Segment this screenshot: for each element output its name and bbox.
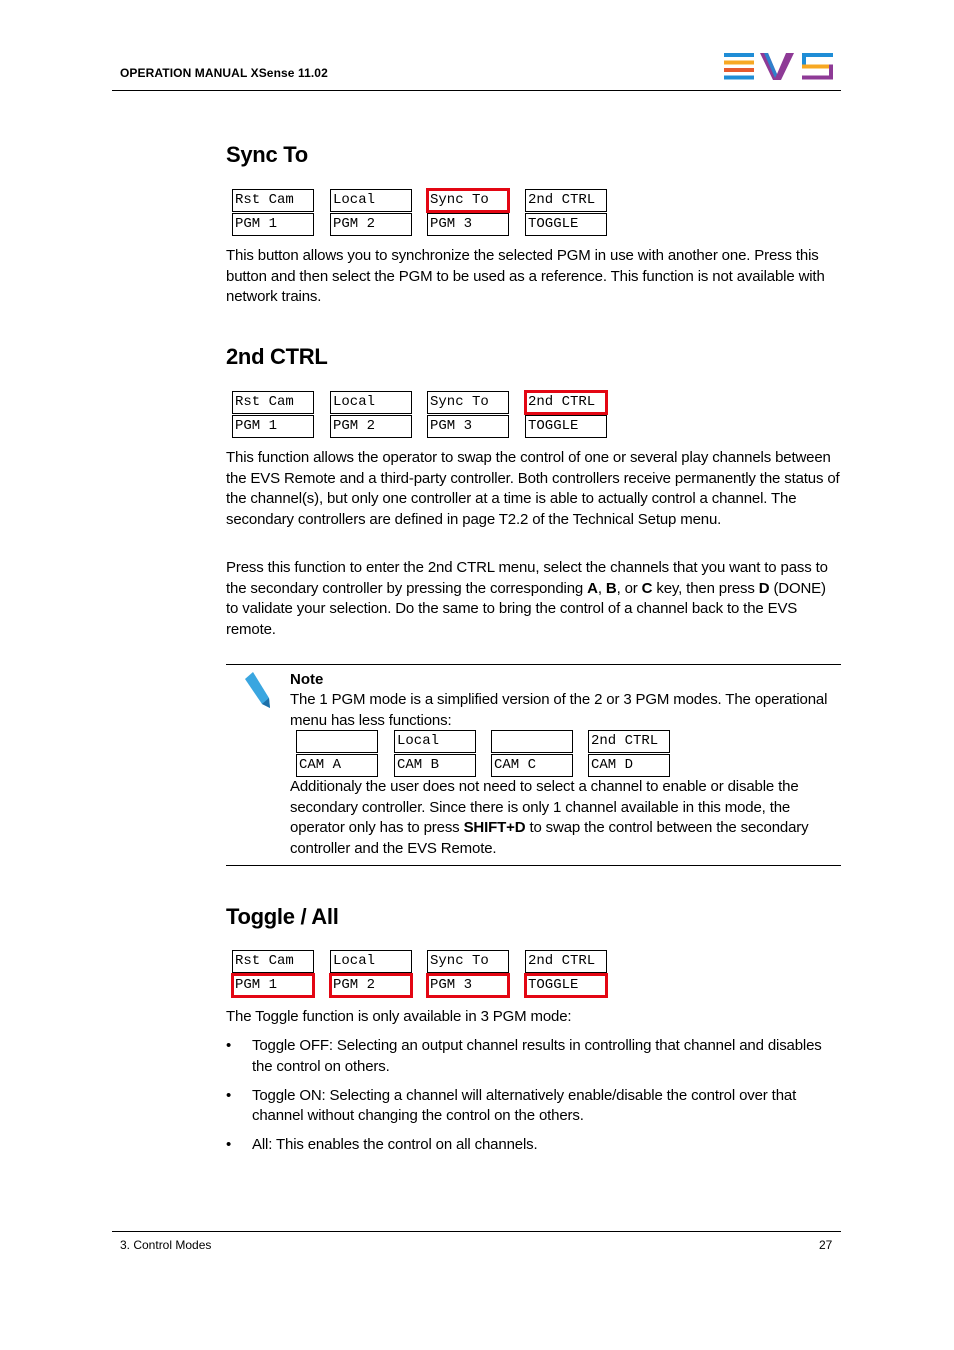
menu-key-cam-a: CAM A bbox=[296, 754, 378, 777]
header-rule bbox=[112, 90, 841, 91]
list-item bbox=[226, 1086, 842, 1127]
menu-key-toggle-highlighted: TOGGLE bbox=[525, 974, 607, 997]
note-text-intro: The 1 PGM mode is a simplified version of the 2 or 3 PGM modes. The operational menu has less functions: bbox=[290, 691, 828, 729]
text-run: , bbox=[597, 579, 606, 597]
menu-key-sync-to: Sync To bbox=[427, 391, 509, 414]
menu-key-pgm-3: PGM 3 bbox=[427, 213, 509, 236]
menu-key-rst-cam: Rst Cam bbox=[232, 189, 314, 212]
key-b: B bbox=[605, 579, 617, 597]
menu-key-pgm-2: PGM 2 bbox=[330, 213, 412, 236]
sync-to-description: This button allows you to synchronize the selected PGM in use with another one. Press this button and then select the PGM to be used as a reference. This function is not available with network trains. bbox=[226, 247, 825, 306]
section-heading-sync-to: Sync To bbox=[226, 142, 308, 167]
section-heading-toggle-all: Toggle / All bbox=[226, 904, 339, 929]
footer-chapter: 3. Control Modes bbox=[120, 1238, 212, 1252]
note-text-details bbox=[290, 777, 840, 859]
toggle-options-list bbox=[226, 1036, 842, 1164]
toggle-description: The Toggle function is only available in 3 PGM mode: bbox=[226, 1008, 572, 1025]
bullet: • bbox=[226, 1136, 232, 1154]
menu-key-toggle: TOGGLE bbox=[525, 415, 607, 438]
menu-key-pgm-1: PGM 1 bbox=[232, 213, 314, 236]
menu-key-2nd-ctrl: 2nd CTRL bbox=[525, 189, 607, 212]
menu-key-2nd-ctrl: 2nd CTRL bbox=[588, 730, 670, 753]
menu-key-pgm-2-highlighted: PGM 2 bbox=[330, 974, 412, 997]
text-run: (DONE) to validate your selection. Do the same to bring the control of a channel back to the EVS remote. bbox=[226, 579, 826, 638]
list-item-text: All: This enables the control on all channels. bbox=[252, 1136, 538, 1154]
menu-display-1pgm bbox=[296, 730, 676, 778]
note-title: Note bbox=[290, 671, 324, 688]
menu-key-2nd-ctrl: 2nd CTRL bbox=[525, 950, 607, 973]
menu-key-local: Local bbox=[330, 950, 412, 973]
text-run: Press this function to enter the 2nd CTRL menu, select the channels that you want to pass to the secondary controller by pressing the corresponding bbox=[226, 559, 828, 597]
menu-key-cam-b: CAM B bbox=[394, 754, 476, 777]
menu-key-local: Local bbox=[330, 391, 412, 414]
page-number: 27 bbox=[819, 1238, 833, 1252]
menu-key-cam-c: CAM C bbox=[491, 754, 573, 777]
menu-key-pgm-1: PGM 1 bbox=[232, 415, 314, 438]
key-shift-d: SHIFT+D bbox=[463, 819, 526, 837]
menu-key-sync-to-highlighted: Sync To bbox=[427, 189, 509, 212]
menu-display-sync-to bbox=[232, 189, 612, 237]
text-run: key, then press bbox=[652, 579, 759, 597]
pencil-icon bbox=[242, 670, 274, 710]
menu-key-pgm-2: PGM 2 bbox=[330, 415, 412, 438]
2nd-ctrl-description: This function allows the operator to swap the control of one or several play channels between the EVS Remote and a third-party controller. Both controllers receive permanently the status of the channel(s), but only one controller at a time is able to actually control a channel. The secondary controllers are defined in page T2.2 of the Technical Setup menu. bbox=[226, 449, 840, 528]
list-item-text: Toggle OFF: Selecting an output channel results in controlling that channel and disables the control on others. bbox=[252, 1037, 822, 1075]
menu-key-rst-cam: Rst Cam bbox=[232, 391, 314, 414]
list-item bbox=[226, 1036, 842, 1077]
note-bottom-rule bbox=[226, 865, 841, 866]
menu-display-2nd-ctrl bbox=[232, 391, 612, 439]
menu-key-pgm-3: PGM 3 bbox=[427, 415, 509, 438]
menu-key-empty bbox=[296, 730, 378, 753]
text-run: Additionaly the user does not need to select a channel to enable or disable the secondary controller. Since there is only 1 channel available in this mode, the operator only has to press bbox=[290, 778, 799, 837]
bullet: • bbox=[226, 1037, 232, 1054]
menu-key-pgm-3-highlighted: PGM 3 bbox=[427, 974, 509, 997]
menu-key-toggle: TOGGLE bbox=[525, 213, 607, 236]
footer-rule bbox=[112, 1231, 841, 1232]
menu-key-rst-cam: Rst Cam bbox=[232, 950, 314, 973]
2nd-ctrl-instructions bbox=[226, 558, 842, 640]
menu-key-cam-d: CAM D bbox=[588, 754, 670, 777]
menu-key-sync-to: Sync To bbox=[427, 950, 509, 973]
menu-key-empty bbox=[491, 730, 573, 753]
key-d: D bbox=[758, 579, 770, 597]
menu-key-pgm-1-highlighted: PGM 1 bbox=[232, 974, 314, 997]
section-heading-2nd-ctrl: 2nd CTRL bbox=[226, 344, 328, 369]
evs-logo bbox=[724, 52, 834, 82]
menu-display-toggle-all bbox=[232, 950, 612, 998]
menu-key-local: Local bbox=[330, 189, 412, 212]
menu-key-local: Local bbox=[394, 730, 476, 753]
list-item bbox=[226, 1135, 842, 1156]
list-item-text: Toggle ON: Selecting a channel will alternatively enable/disable the control over that channel without changing the control on the others. bbox=[252, 1086, 797, 1125]
key-c: C bbox=[641, 579, 653, 597]
document-header-title: OPERATION MANUAL XSense 11.02 bbox=[120, 66, 328, 80]
key-a: A bbox=[587, 579, 598, 597]
note-top-rule bbox=[226, 664, 841, 665]
text-run: to swap the control between the secondary controller and the EVS Remote. bbox=[290, 819, 809, 857]
bullet: • bbox=[226, 1086, 232, 1104]
text-run: , or bbox=[616, 579, 642, 597]
menu-key-2nd-ctrl-highlighted: 2nd CTRL bbox=[525, 391, 607, 414]
